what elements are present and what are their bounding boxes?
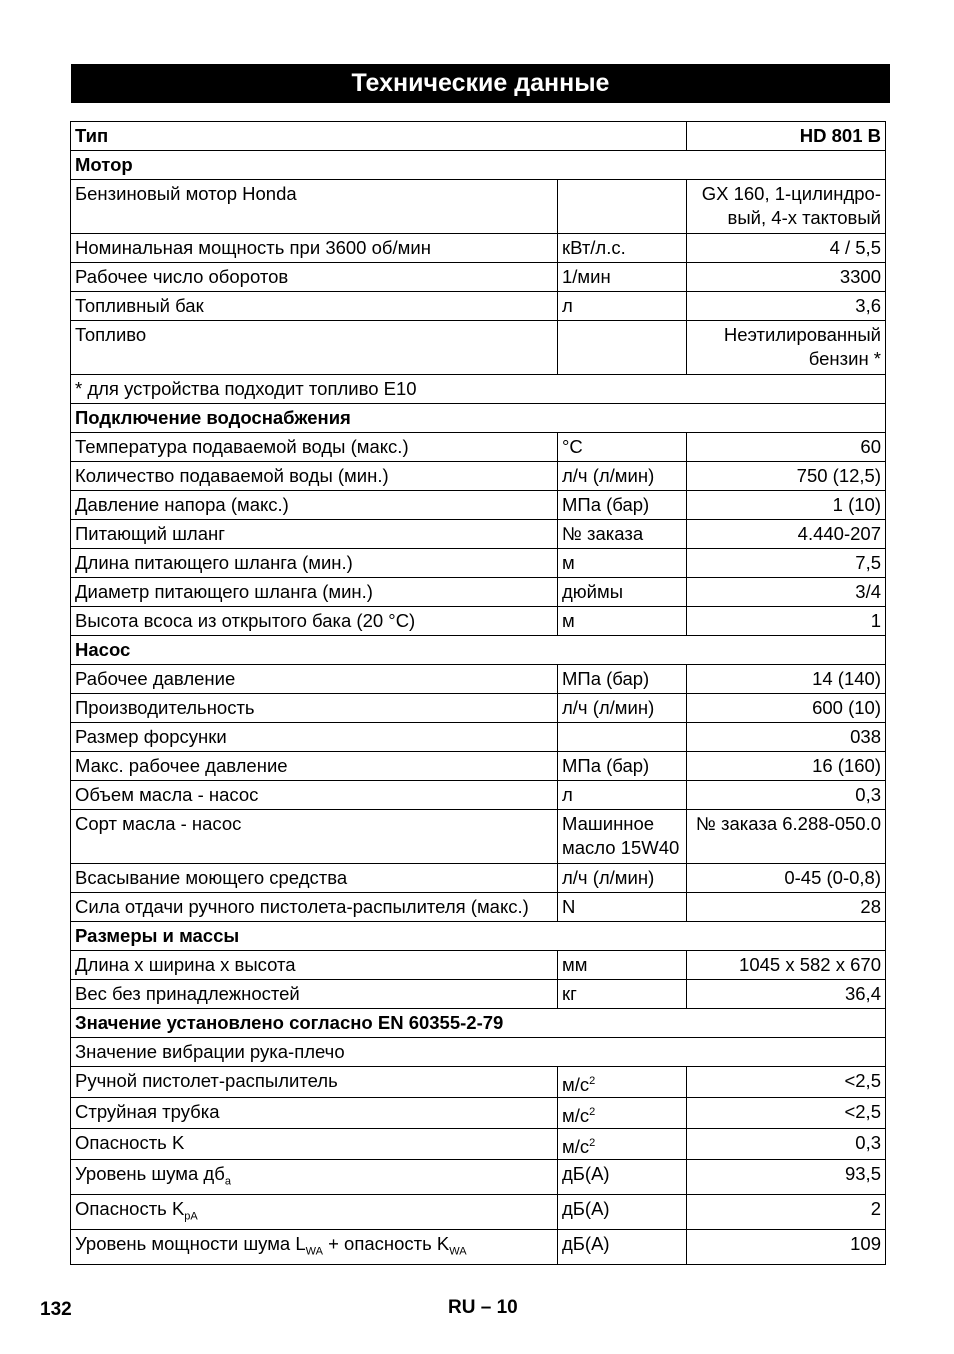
section-motor: Мотор	[71, 151, 886, 180]
row-label	[71, 1160, 558, 1195]
row-label: Бензиновый мотор Honda	[71, 180, 558, 234]
language-page-label: RU – 10	[448, 1297, 518, 1318]
row-value: 3/4	[687, 578, 886, 607]
table-row	[71, 1098, 886, 1129]
table-row	[71, 520, 886, 549]
unit-sup: 2	[589, 1075, 596, 1087]
row-label: Сила отдачи ручного пистолета-распылителя (макс.)	[71, 893, 558, 922]
table-row	[71, 951, 886, 980]
row-label: Сорт масла - насос	[71, 810, 558, 864]
row-label: Номинальная мощность при 3600 об/мин	[71, 234, 558, 263]
unit-sup: 2	[589, 1106, 596, 1119]
label-text: Уровень мощности шума L	[75, 1232, 306, 1254]
row-label: Опасность K	[71, 1129, 558, 1160]
table-row	[71, 1067, 886, 1098]
label-sub: WA	[449, 1245, 467, 1258]
table-row	[71, 694, 886, 723]
row-value: 0,3	[687, 1129, 886, 1160]
model-name: HD 801 B	[687, 122, 886, 151]
row-unit: мм	[558, 951, 687, 980]
table-row	[71, 607, 886, 636]
row-label: Размер форсунки	[71, 723, 558, 752]
row-label: Топливо	[71, 321, 558, 375]
table-row	[71, 549, 886, 578]
row-value: 93,5	[687, 1160, 886, 1195]
section-norm: Значение установлено согласно EN 60355-2-79	[71, 1009, 886, 1038]
row-value: 4.440-207	[687, 520, 886, 549]
section-pump: Насос	[71, 636, 886, 665]
row-value: Неэтилированный бензин *	[687, 321, 886, 375]
table-row	[71, 1160, 886, 1195]
row-unit: л/ч (л/мин)	[558, 694, 687, 723]
note-row	[71, 1038, 886, 1067]
row-unit	[558, 723, 687, 752]
section-row	[71, 1009, 886, 1038]
row-value: 4 / 5,5	[687, 234, 886, 263]
table-row	[71, 491, 886, 520]
row-label: Длина питающего шланга (мин.)	[71, 549, 558, 578]
row-unit: °С	[558, 433, 687, 462]
row-label: Рабочее число оборотов	[71, 263, 558, 292]
row-unit: кВт/л.с.	[558, 234, 687, 263]
row-label: Макс. рабочее давление	[71, 752, 558, 781]
row-unit: МПа (бар)	[558, 491, 687, 520]
table-row	[71, 665, 886, 694]
row-label: Температура подаваемой воды (макс.)	[71, 433, 558, 462]
section-row	[71, 922, 886, 951]
row-value: <2,5	[687, 1098, 886, 1129]
unit-sup: 2	[589, 1137, 596, 1150]
row-unit	[558, 1098, 687, 1129]
spec-table	[70, 121, 886, 1265]
row-unit: дБ(А)	[558, 1229, 687, 1264]
section-row	[71, 151, 886, 180]
section-row	[71, 404, 886, 433]
row-label	[71, 1195, 558, 1230]
label-text: Уровень шума дб	[75, 1163, 225, 1185]
row-value: <2,5	[687, 1067, 886, 1098]
row-label: Давление напора (макс.)	[71, 491, 558, 520]
row-value: 36,4	[687, 980, 886, 1009]
row-unit: дюймы	[558, 578, 687, 607]
table-header-row	[71, 122, 886, 151]
row-label: Высота всоса из открытого бака (20 °С)	[71, 607, 558, 636]
row-unit: кг	[558, 980, 687, 1009]
row-value: 600 (10)	[687, 694, 886, 723]
row-value: № заказа 6.288-050.0	[687, 810, 886, 864]
table-row	[71, 180, 886, 234]
row-label: Всасывание моющего средства	[71, 864, 558, 893]
row-label: Вес без принадлежностей	[71, 980, 558, 1009]
table-row	[71, 752, 886, 781]
row-unit	[558, 1129, 687, 1160]
table-row	[71, 462, 886, 491]
row-value: 3300	[687, 263, 886, 292]
row-unit: л	[558, 292, 687, 321]
row-unit: м	[558, 549, 687, 578]
label-text: Опасность K	[75, 1198, 185, 1220]
label-sub: a	[224, 1176, 231, 1189]
section-row	[71, 636, 886, 665]
unit-text: м/с	[562, 1074, 590, 1096]
row-label: Питающий шланг	[71, 520, 558, 549]
row-unit: дБ(А)	[558, 1160, 687, 1195]
row-unit	[558, 180, 687, 234]
row-label: Объем масла - насос	[71, 781, 558, 810]
row-value: 1	[687, 607, 886, 636]
row-value: 0-45 (0-0,8)	[687, 864, 886, 893]
table-row	[71, 433, 886, 462]
table-row	[71, 263, 886, 292]
row-value: 1045 x 582 x 670	[687, 951, 886, 980]
table-row	[71, 292, 886, 321]
row-unit: м	[558, 607, 687, 636]
type-label: Тип	[71, 122, 687, 151]
row-unit: МПа (бар)	[558, 665, 687, 694]
table-row	[71, 578, 886, 607]
section-water: Подключение водоснабжения	[71, 404, 886, 433]
table-row	[71, 234, 886, 263]
label-sub: WA	[305, 1245, 323, 1258]
row-value: 7,5	[687, 549, 886, 578]
vibration-heading: Значение вибрации рука-плечо	[71, 1038, 886, 1067]
label-sub: pA	[184, 1210, 198, 1223]
row-value: 28	[687, 893, 886, 922]
table-row	[71, 864, 886, 893]
row-unit: № заказа	[558, 520, 687, 549]
table-row	[71, 321, 886, 375]
page-title: Технические данные	[71, 64, 890, 103]
row-value: 2	[687, 1195, 886, 1230]
section-dims: Размеры и массы	[71, 922, 886, 951]
row-unit	[558, 1067, 687, 1098]
table-row	[71, 980, 886, 1009]
row-label: Топливный бак	[71, 292, 558, 321]
row-value: 3,6	[687, 292, 886, 321]
row-unit: л/ч (л/мин)	[558, 864, 687, 893]
label-text: + опасность K	[322, 1232, 450, 1254]
row-value: 109	[687, 1229, 886, 1264]
row-unit: 1/мин	[558, 263, 687, 292]
row-unit: МПа (бар)	[558, 752, 687, 781]
row-unit: Машинное масло 15W40	[558, 810, 687, 864]
row-label	[71, 1229, 558, 1264]
table-row	[71, 723, 886, 752]
row-label: Ручной пистолет-распылитель	[71, 1067, 558, 1098]
row-value: 1 (10)	[687, 491, 886, 520]
table-row	[71, 1195, 886, 1230]
row-label: Струйная трубка	[71, 1098, 558, 1129]
note-row	[71, 375, 886, 404]
row-label: Рабочее давление	[71, 665, 558, 694]
row-value: GX 160, 1-цилиндро-вый, 4-х тактовый	[687, 180, 886, 234]
row-label: Диаметр питающего шланга (мин.)	[71, 578, 558, 607]
fuel-note: * для устройства подходит топливо E10	[71, 375, 886, 404]
row-label: Количество подаваемой воды (мин.)	[71, 462, 558, 491]
row-label: Длина x ширина x высота	[71, 951, 558, 980]
row-unit: л	[558, 781, 687, 810]
row-value: 16 (160)	[687, 752, 886, 781]
unit-text: м/с	[562, 1105, 590, 1127]
row-value: 750 (12,5)	[687, 462, 886, 491]
row-value: 038	[687, 723, 886, 752]
table-row	[71, 893, 886, 922]
page-number: 132	[40, 1299, 72, 1320]
row-value: 60	[687, 433, 886, 462]
row-unit: дБ(А)	[558, 1195, 687, 1230]
row-value: 14 (140)	[687, 665, 886, 694]
row-value: 0,3	[687, 781, 886, 810]
table-row	[71, 1229, 886, 1264]
row-label: Производительность	[71, 694, 558, 723]
row-unit: л/ч (л/мин)	[558, 462, 687, 491]
table-row	[71, 810, 886, 864]
row-unit: N	[558, 893, 687, 922]
table-row	[71, 1129, 886, 1160]
row-unit	[558, 321, 687, 375]
table-row	[71, 781, 886, 810]
unit-text: м/с	[562, 1136, 590, 1158]
